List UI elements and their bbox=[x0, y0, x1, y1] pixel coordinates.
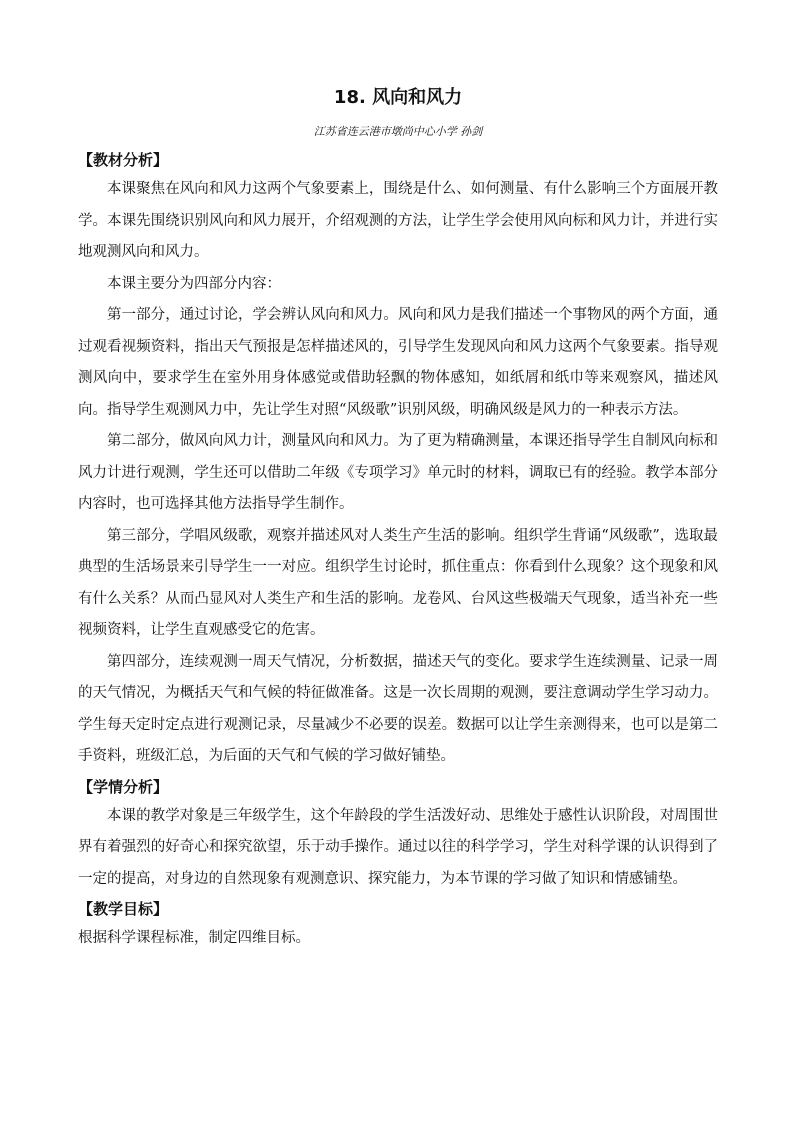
section-heading: 【教学目标】 bbox=[78, 900, 169, 918]
document-author: 江苏省连云港市墩尚中心小学 孙剑 bbox=[313, 125, 483, 138]
section-teaching-goals bbox=[78, 895, 718, 955]
document-title: 18. 风向和风力 bbox=[333, 87, 463, 108]
paragraph: 本课主要分为四部分内容： bbox=[107, 275, 281, 292]
section-textbook-analysis bbox=[78, 146, 718, 773]
document-page bbox=[78, 84, 718, 955]
paragraph: 本课聚焦在风向和风力这两个气象要素上，围绕是什么、如何测量、有什么影响三个方面展开教学。本课先围绕识别风向和风力展开，介绍观测的方法，让学生学会使用风向标和风力计，并进行实地观测风向和风力。 bbox=[78, 181, 718, 260]
paragraph: 第一部分，通过讨论，学会辨认风向和风力。风向和风力是我们描述一个事物风的两个方面，通过观看视频资料，指出天气预报是怎样描述风的，引导学生发现风向和风力这两个气象要素。指导观测风向中，要求学生在室外用身体感觉或借助轻飘的物体感知，如纸屑和纸巾等来观察风，描述风向。指导学生观测风力中，先让学生对照“风级歌”识别风级，明确风级是风力的一种表示方法。 bbox=[78, 307, 718, 418]
section-heading: 【教材分析】 bbox=[78, 151, 169, 169]
paragraph: 第四部分，连续观测一周天气情况，分析数据，描述天气的变化。要求学生连续测量、记录一周的天气情况，为概括天气和气候的特征做准备。这是一次长周期的观测，要注意调动学生学习动力。学生每天定时定点进行观测记录，尽量减少不必要的误差。数据可以让学生亲测得来，也可以是第二手资料，班级汇总，为后面的天气和气候的学习做好铺垫。 bbox=[78, 653, 718, 764]
paragraph: 根据科学课程标准，制定四维目标。 bbox=[78, 930, 310, 946]
section-heading: 【学情分析】 bbox=[78, 777, 169, 796]
paragraph: 第三部分，学唱风级歌，观察并描述风对人类生产生活的影响。组织学生背诵“风级歌”，选取最典型的生活场景来引导学生一一对应。组织学生讨论时，抓住重点：你看到什么现象？这个现象和风有什么关系？从而凸显风对人类生产和生活的影响。龙卷风、台风这些极端天气现象，适当补充一些视频资料，让学生直观感受它的危害。 bbox=[78, 527, 718, 638]
section-student-analysis bbox=[78, 773, 718, 896]
paragraph: 第二部分，做风向风力计，测量风向和风力。为了更为精确测量，本课还指导学生自制风向标和风力计进行观测，学生还可以借助二年级《专项学习》单元时的材料，调取已有的经验。教学本部分内容时，也可选择其他方法指导学生制作。 bbox=[78, 433, 718, 512]
paragraph: 本课的教学对象是三年级学生，这个年龄段的学生活泼好动、思维处于感性认识阶段，对周围世界有着强烈的好奇心和探究欲望，乐于动手操作。通过以往的科学学习，学生对科学课的认识得到了一定的提高，对身边的自然现象有观测意识、探究能力，为本节课的学习做了知识和情感铺垫。 bbox=[78, 807, 718, 887]
